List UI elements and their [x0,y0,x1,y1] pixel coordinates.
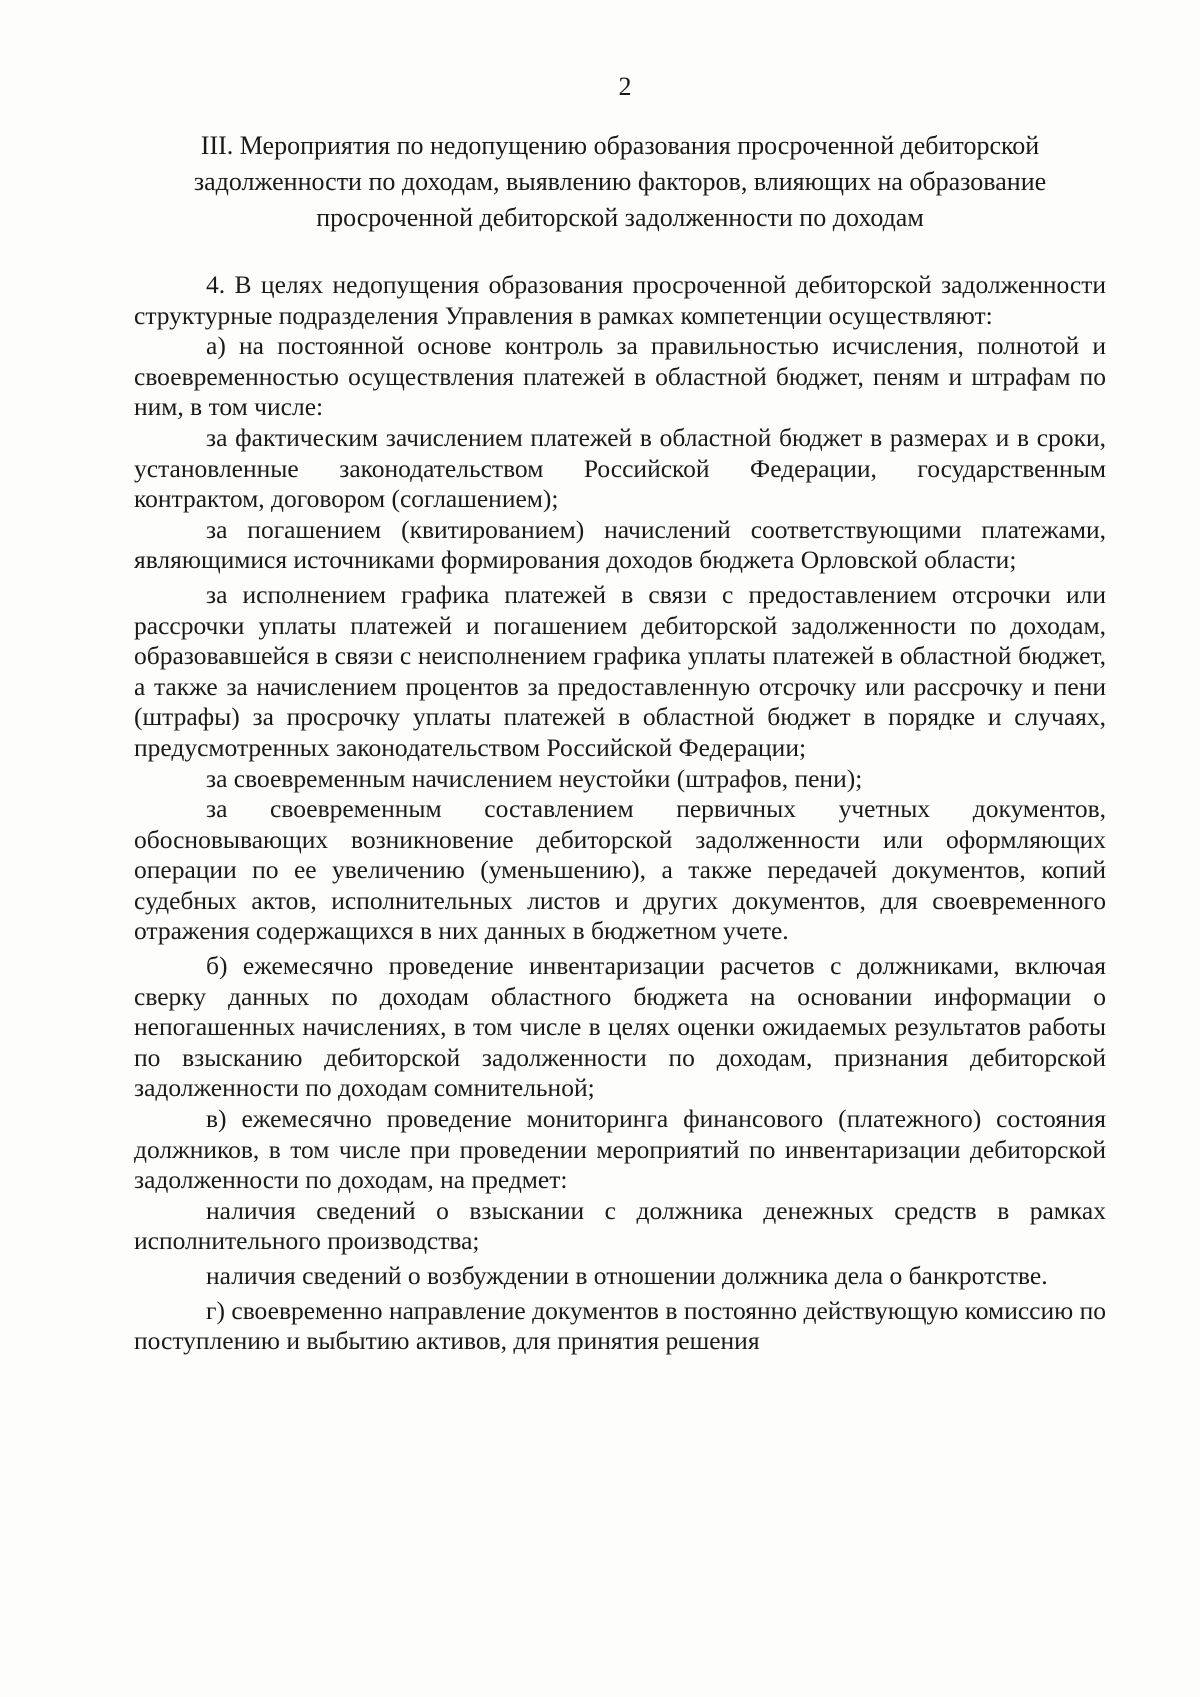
page-number: 2 [618,72,632,101]
subparagraph-a: а) на постоянной основе контроль за правильностью исчисления, полнотой и своевременностью осуществления платежей в областной бюджет, пеням и штрафам по ним, в том числе: [134,331,1106,422]
section-title [140,128,1100,236]
subparagraph-g: г) своевременно направление документов в постоянно действующую комиссию по поступлению и выбытию активов, для принятия решения [134,1295,1106,1356]
control-item: за фактическим зачислением платежей в областной бюджет в размерах и в сроки, установленные законодательством Российской Федерации, государственным контрактом, договором (соглашением); [134,422,1106,514]
subparagraph-b: б) ежемесячно проведение инвентаризации расчетов с должниками, включая сверку данных по доходам областного бюджета на основании информации о непогашенных начислениях, в том числе в целях оценки ожидаемых результатов работы по взысканию дебиторской задолженности по доходам, признания дебиторской задолженности по доходам сомнительной; [134,951,1106,1103]
control-item: за своевременным начислением неустойки (штрафов, пени); [206,763,863,793]
paragraph-item-4: 4. В целях недопущения образования просроченной дебиторской задолженности структурные подразделения Управления в рамках компетенции осуществляют: [134,270,1106,330]
section-title-line: задолженности по доходам, выявлению факторов, влияющих на образование [193,167,1047,196]
section-title-line: III. Мероприятия по недопущению образования просроченной дебиторской [200,131,1040,160]
subparagraph-v: в) ежемесячно проведение мониторинга финансового (платежного) состояния должников, в том числе при проведении мероприятий по инвентаризации дебиторской задолженности по доходам, на предмет: [134,1104,1106,1195]
control-item: за погашением (квитированием) начислений соответствующими платежами, являющимися источниками формирования доходов бюджета Орловской области; [134,514,1106,575]
control-item: за исполнением графика платежей в связи с предоставлением отсрочки или рассрочки уплаты платежей и погашением дебиторской задолженности по доходам, образовавшейся в связи с неисполнением графика уплаты платежей в областной бюджет, а также за начислением процентов за предоставленную отсрочку или рассрочку и пени (штрафы) за просрочку уплаты платежей в областной бюджет в порядке и случаях, предусмотренных законодательством Российской Федерации; [134,579,1106,762]
section-title-line: просроченной дебиторской задолженности по доходам [316,203,924,232]
monitoring-item: наличия сведений о возбуждении в отношении должника дела о банкротстве. [206,1261,1048,1290]
control-item: за своевременным составлением первичных учетных документов, обосновывающих возникновение дебиторской задолженности или оформляющих операции по ее увеличению (уменьшению), а также передачей документов, копий судебных актов, исполнительных листов и других документов, для своевременного отражения содержащихся в них данных в бюджетном учете. [134,794,1106,946]
document-body [134,270,1106,1357]
monitoring-item: наличия сведений о взыскании с должника денежных средств в рамках исполнительного производства; [134,1195,1106,1256]
